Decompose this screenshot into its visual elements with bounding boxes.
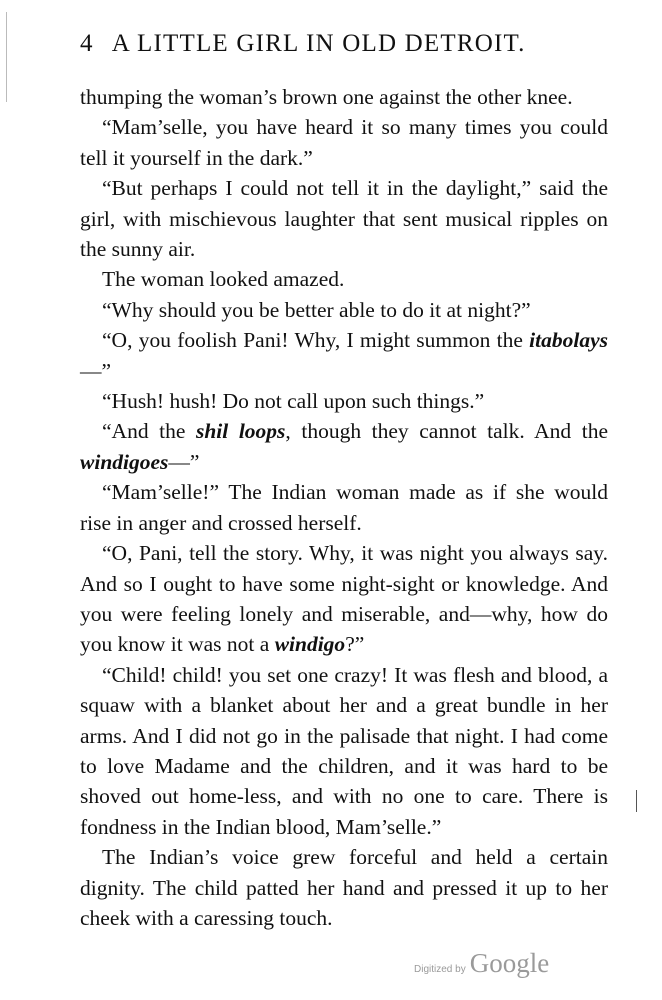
paragraph-3: “But perhaps I could not tell it in the daylight,” said the girl, with mischievous laughter that sent musical ripples on the sunny air. xyxy=(80,176,608,262)
scan-margin-mark-right xyxy=(636,790,637,812)
paragraph-7: “Hush! hush! Do not call upon such things.” xyxy=(102,389,485,414)
paragraph-6-text: “O, you foolish Pani! Why, I might summon the xyxy=(102,328,530,353)
running-header xyxy=(80,30,610,58)
paragraph-6 xyxy=(80,325,608,386)
paragraph-6-end: —” xyxy=(80,358,112,383)
body-text xyxy=(80,82,608,933)
italic-term-windigoes: windigoes xyxy=(80,449,169,474)
paragraph-10 xyxy=(80,538,608,660)
google-logo: Google xyxy=(469,948,550,978)
paragraph-8-middle: , though they cannot talk. And the xyxy=(285,419,608,444)
italic-term-shil-loops: shil loops xyxy=(195,419,286,444)
paragraph-8-end: —” xyxy=(168,449,200,474)
running-title: A LITTLE GIRL IN OLD DETROIT. xyxy=(111,30,526,57)
scan-margin-mark-left xyxy=(6,12,7,102)
paragraph-2: “Mam’selle, you have heard it so many times you could tell it yourself in the dark.” xyxy=(80,115,608,170)
paragraph-1: thumping the woman’s brown one against the other knee. xyxy=(80,85,573,109)
paragraph-11: “Child! child! you set one crazy! It was flesh and blood, a squaw with a blanket about her and a great bundle in her arms. And I did not go in the palisade that night. I had come to love Madame and the children, and it was hard to be shoved out home-less, and with no one to care. There is fondness in the Indian blood, Mam’selle.” xyxy=(80,662,608,839)
paragraph-8 xyxy=(80,416,608,477)
digitized-by-label: Digitized by xyxy=(414,964,466,975)
digitized-watermark xyxy=(414,948,549,979)
paragraph-12: The Indian’s voice grew forceful and held a certain dignity. The child patted her hand and pressed it up to her cheek with a caressing touch. xyxy=(80,845,608,930)
italic-term-itabolays: itabolays xyxy=(529,328,608,353)
italic-term-windigo: windigo xyxy=(274,632,346,657)
paragraph-8-text: “And the xyxy=(102,419,196,444)
paragraph-10-end: ?” xyxy=(345,632,365,657)
paragraph-4: The woman looked amazed. xyxy=(102,267,345,292)
paragraph-10-text: “O, Pani, tell the story. Why, it was night you always say. And so I ought to have some night-sight or knowledge. And you were feeling lonely and miserable, and—why, how do you know it was not a xyxy=(80,541,608,657)
page-number: 4 xyxy=(80,30,94,57)
paragraph-5: “Why should you be better able to do it at night?” xyxy=(102,297,531,322)
paragraph-9: “Mam’selle!” The Indian woman made as if she would rise in anger and crossed herself. xyxy=(80,480,608,535)
